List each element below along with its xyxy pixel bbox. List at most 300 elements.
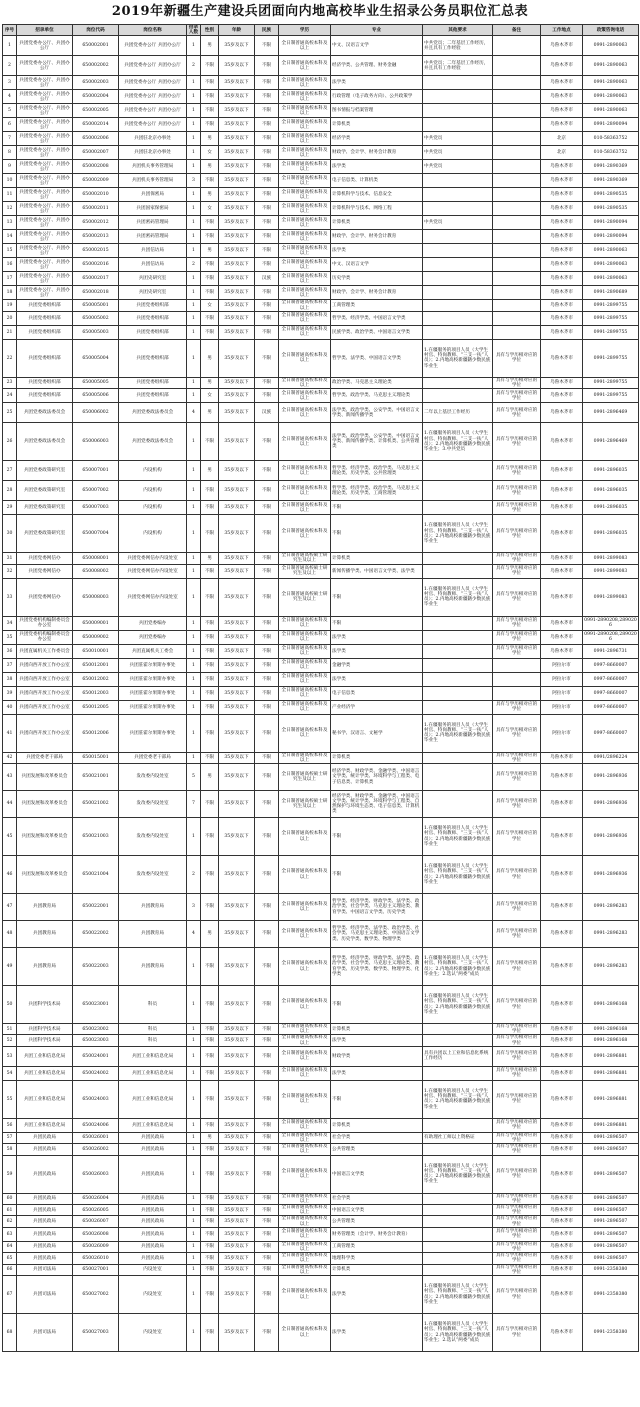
table-cell bbox=[423, 1144, 493, 1155]
table-cell: 650026002 bbox=[73, 1144, 119, 1155]
table-cell: 0991-2890063 bbox=[583, 258, 639, 272]
table-cell: 650005004 bbox=[73, 339, 119, 377]
table-cell: 不限 bbox=[201, 1253, 219, 1264]
table-cell: 60 bbox=[3, 1193, 17, 1204]
table-cell: 4 bbox=[187, 921, 201, 948]
table-cell bbox=[423, 921, 493, 948]
table-cell: 兵团党委办公厅、兵团办公厅 bbox=[17, 146, 73, 160]
table-cell: 不限 bbox=[255, 118, 279, 132]
table-cell: 女 bbox=[201, 389, 219, 403]
table-cell: 计算机类 bbox=[331, 216, 423, 230]
table-cell: 乌鲁木齐市 bbox=[541, 894, 583, 921]
table-cell: 1.在疆服务的项目人员（大学生村官、特岗教师、“三支一扶”人员）；2.内地高校新疆籍少数民族毕业生 bbox=[423, 515, 493, 553]
table-cell: 不限 bbox=[201, 230, 219, 244]
table-cell: 乌鲁木齐市 bbox=[541, 389, 583, 403]
table-row bbox=[3, 1227, 639, 1241]
table-cell: 经济学类、公共管理、财务金融 bbox=[331, 56, 423, 76]
table-cell: 0991-2890094 bbox=[583, 230, 639, 244]
table-cell: 57 bbox=[3, 1132, 17, 1143]
table-cell: 0991-2896507 bbox=[583, 1132, 639, 1143]
table-cell: 社会学类 bbox=[331, 1193, 423, 1204]
table-cell: 全日制普通高校硕士研究生及以上 bbox=[279, 764, 331, 791]
table-cell: 不限 bbox=[255, 1144, 279, 1155]
table-cell: 35岁及以下 bbox=[219, 1253, 255, 1264]
table-cell: 全日制普通高校本科及以上 bbox=[279, 1024, 331, 1035]
table-row bbox=[3, 1035, 639, 1046]
table-cell: 兵团党委机构编制委员会办公室 bbox=[17, 630, 73, 644]
table-cell: 不限 bbox=[255, 856, 279, 894]
table-cell: 兵团党委政策研究室 bbox=[17, 461, 73, 481]
table-cell: 兵团党委组织部 bbox=[119, 311, 187, 325]
table-cell bbox=[493, 658, 541, 672]
table-cell: 0991-2896881 bbox=[583, 1046, 639, 1066]
table-cell: 兵团驻霍尔果斯办事处 bbox=[119, 700, 187, 714]
table-cell: 650012003 bbox=[73, 686, 119, 700]
table-cell: 乌鲁木齐市 bbox=[541, 1118, 583, 1132]
table-cell: 财政学、会计学、财务会计教育 bbox=[331, 286, 423, 300]
table-cell: 计算机科学与技术、网络工程 bbox=[331, 202, 423, 216]
table-cell: 具有与学历相对应的学位 bbox=[493, 764, 541, 791]
table-cell bbox=[423, 461, 493, 481]
table-cell bbox=[493, 230, 541, 244]
table-cell bbox=[423, 272, 493, 286]
table-cell: 0991-2896283 bbox=[583, 921, 639, 948]
table-cell: 全日制普通高校本科及以上 bbox=[279, 986, 331, 1024]
table-cell: 全日制普通高校本科及以上 bbox=[279, 90, 331, 104]
table-cell: 27 bbox=[3, 461, 17, 481]
table-cell: 不限 bbox=[255, 948, 279, 986]
table-cell: 法学类 bbox=[331, 160, 423, 174]
table-cell: 65 bbox=[3, 1253, 17, 1264]
table-cell: 兵团向西开放工作办公室 bbox=[17, 714, 73, 752]
table-cell: 兵团民政局 bbox=[119, 1144, 187, 1155]
table-cell: 0991-2890063 bbox=[583, 56, 639, 76]
table-cell: 35岁及以下 bbox=[219, 90, 255, 104]
table-cell: 50 bbox=[3, 986, 17, 1024]
table-cell: 35岁及以下 bbox=[219, 791, 255, 818]
table-row bbox=[3, 1264, 639, 1275]
table-cell: 全日制普通高校本科及以上 bbox=[279, 339, 331, 377]
table-cell: 兵团科学技术局 bbox=[17, 986, 73, 1024]
table-cell: 0991-2896881 bbox=[583, 1066, 639, 1080]
table-cell: 35岁及以下 bbox=[219, 894, 255, 921]
table-cell: 乌鲁木齐市 bbox=[541, 188, 583, 202]
table-cell: 0991-2890063 bbox=[583, 244, 639, 258]
table-cell: 0991-2899755 bbox=[583, 377, 639, 388]
table-cell: 1 bbox=[187, 230, 201, 244]
table-cell: 中国语言文学类 bbox=[331, 1155, 423, 1193]
table-cell bbox=[493, 104, 541, 118]
table-cell: 1.在疆服务的项目人员（大学生村官、特岗教师、“三支一扶”人员）；2.内地高校新疆籍少数民族毕业生 bbox=[423, 339, 493, 377]
table-cell: 中共党员；二年基层工作经历，并且具有工作经验 bbox=[423, 36, 493, 56]
table-cell: 650002008 bbox=[73, 160, 119, 174]
table-cell: 哲学类、经济学类、财政学类、法学类、政治学类、社会学类、马克思主义理论类、教育学类、历史学类、数学类、物理学类、化学类 bbox=[331, 948, 423, 986]
table-cell: 650023003 bbox=[73, 1035, 119, 1046]
table-cell: 兵团党委办公厅 兵团办公厅 bbox=[119, 104, 187, 118]
table-cell: 4 bbox=[187, 403, 201, 423]
table-cell: 35岁及以下 bbox=[219, 76, 255, 90]
table-cell: 不限 bbox=[255, 700, 279, 714]
table-cell: 全日制普通高校本科及以上 bbox=[279, 644, 331, 658]
table-cell: 具有与学历相对应的学位 bbox=[493, 1241, 541, 1252]
table-cell: 全日制普通高校硕士研究生及以上 bbox=[279, 791, 331, 818]
table-cell bbox=[493, 672, 541, 686]
table-cell: 不限 bbox=[255, 76, 279, 90]
table-cell: 全日制普通高校硕士研究生及以上 bbox=[279, 578, 331, 616]
table-cell: 1.在疆服务的项目人员（大学生村官、特岗教师、“三支一扶”人员）；2.内地高校新疆籍少数民族毕业生 bbox=[423, 1276, 493, 1314]
table-row bbox=[3, 630, 639, 644]
table-cell: 乌鲁木齐市 bbox=[541, 300, 583, 311]
table-cell: 乌鲁木齐市 bbox=[541, 1080, 583, 1118]
table-cell: 乌鲁木齐市 bbox=[541, 1205, 583, 1216]
table-cell: 乌鲁木齐市 bbox=[541, 160, 583, 174]
table-cell: 35岁及以下 bbox=[219, 686, 255, 700]
table-cell: 全日制普通高校本科及以上 bbox=[279, 174, 331, 188]
table-cell: 650002003 bbox=[73, 76, 119, 90]
table-cell: 不限 bbox=[201, 56, 219, 76]
table-cell: 不限 bbox=[255, 764, 279, 791]
table-cell: 女 bbox=[201, 146, 219, 160]
table-cell: 科员 bbox=[119, 1035, 187, 1046]
table-cell bbox=[493, 258, 541, 272]
table-cell: 不限 bbox=[255, 1024, 279, 1035]
table-cell: 兵团党委办公厅 兵团办公厅 bbox=[119, 36, 187, 56]
table-cell: 具有与学历相对应的学位 bbox=[493, 1066, 541, 1080]
table-cell: 0991-2896507 bbox=[583, 1227, 639, 1241]
table-cell: 0997-8660007 bbox=[583, 672, 639, 686]
table-cell bbox=[423, 630, 493, 644]
table-cell: 阿拉尔市 bbox=[541, 700, 583, 714]
table-cell: 1 bbox=[187, 948, 201, 986]
table-cell: 阿拉尔市 bbox=[541, 658, 583, 672]
table-cell: 乌鲁木齐市 bbox=[541, 515, 583, 553]
table-row bbox=[3, 300, 639, 311]
table-cell: 不限 bbox=[255, 230, 279, 244]
table-cell: 具有与学历相对应的学位 bbox=[493, 856, 541, 894]
table-cell: 具有与学历相对应的学位 bbox=[493, 1216, 541, 1227]
table-cell bbox=[493, 36, 541, 56]
table-cell: 电子信息类 bbox=[331, 686, 423, 700]
table-cell: 35岁及以下 bbox=[219, 258, 255, 272]
table-cell: 兵团民政局 bbox=[17, 1253, 73, 1264]
table-cell: 具有与学历相对应的学位 bbox=[493, 578, 541, 616]
table-cell: 不限 bbox=[255, 90, 279, 104]
table-cell bbox=[423, 672, 493, 686]
table-row bbox=[3, 791, 639, 818]
page-title: 2019年新疆生产建设兵团面向内地高校毕业生招录公务员职位汇总表 bbox=[111, 4, 529, 19]
table-cell: 650008001 bbox=[73, 553, 119, 564]
table-cell: 650024003 bbox=[73, 1080, 119, 1118]
table-cell: 650026004 bbox=[73, 1193, 119, 1204]
table-cell: 63 bbox=[3, 1227, 17, 1241]
table-cell: 兵团民政局 bbox=[17, 1155, 73, 1193]
table-cell: 具有与学历相对应的学位 bbox=[493, 791, 541, 818]
table-cell: 20 bbox=[3, 311, 17, 325]
table-cell: 0997-8660007 bbox=[583, 714, 639, 752]
table-cell: 乌鲁木齐市 bbox=[541, 1227, 583, 1241]
table-cell: 不限 bbox=[201, 515, 219, 553]
table-cell: 不限 bbox=[255, 1080, 279, 1118]
table-cell: 不限 bbox=[201, 752, 219, 763]
table-cell: 乌鲁木齐市 bbox=[541, 174, 583, 188]
table-cell: 产业经济学 bbox=[331, 700, 423, 714]
table-cell: 不限 bbox=[201, 986, 219, 1024]
table-cell: 不限 bbox=[201, 1066, 219, 1080]
table-cell: 0991-2890094 bbox=[583, 118, 639, 132]
table-cell bbox=[423, 1118, 493, 1132]
table-cell: 财政学、会计学、财务会计教育 bbox=[331, 230, 423, 244]
table-cell: 0991-2890208,2890206 bbox=[584, 631, 637, 643]
table-cell: 兵团工业和信息化局 bbox=[119, 1046, 187, 1066]
table-cell: 0991-2899755 bbox=[583, 325, 639, 339]
table-cell: 1 bbox=[187, 515, 201, 553]
table-cell: 兵团民政局 bbox=[17, 1193, 73, 1204]
table-cell: 650023002 bbox=[73, 1024, 119, 1035]
table-cell bbox=[423, 244, 493, 258]
table-cell: 不限 bbox=[255, 1118, 279, 1132]
table-cell: 兵团党委政策研究室 bbox=[17, 481, 73, 501]
table-row bbox=[3, 1253, 639, 1264]
table-cell: 全日制普通高校本科及以上 bbox=[279, 714, 331, 752]
table-cell: 乌鲁木齐市 bbox=[541, 1216, 583, 1227]
table-cell: 1 bbox=[187, 244, 201, 258]
table-cell: 不限 bbox=[201, 1314, 219, 1352]
table-cell: 650021001 bbox=[73, 764, 119, 791]
table-cell: 35岁及以下 bbox=[219, 230, 255, 244]
table-cell: 具有与学历相对应的学位 bbox=[493, 461, 541, 481]
table-cell: 乌鲁木齐市 bbox=[541, 311, 583, 325]
table-cell: 1 bbox=[187, 578, 201, 616]
table-cell: 1 bbox=[187, 377, 201, 388]
table-cell: 全日制普通高校本科及以上 bbox=[279, 686, 331, 700]
table-cell: 21 bbox=[3, 325, 17, 339]
table-cell: 男 bbox=[201, 339, 219, 377]
table-cell: 不限 bbox=[255, 1227, 279, 1241]
table-cell: 男 bbox=[201, 244, 219, 258]
table-cell bbox=[423, 1205, 493, 1216]
table-cell: 0997-8660007 bbox=[583, 700, 639, 714]
table-cell: 乌鲁木齐市 bbox=[541, 1155, 583, 1193]
table-cell: 乌鲁木齐市 bbox=[541, 423, 583, 461]
table-cell bbox=[423, 1216, 493, 1227]
table-cell: 具有与学历相对应的学位 bbox=[493, 752, 541, 763]
table-cell: 650005002 bbox=[73, 311, 119, 325]
table-cell: 不限 bbox=[201, 564, 219, 578]
table-cell: 40 bbox=[3, 700, 17, 714]
table-cell bbox=[423, 658, 493, 672]
table-cell: 图书情报与档案管理 bbox=[331, 104, 423, 118]
table-row bbox=[3, 216, 639, 230]
table-cell: 不限 bbox=[255, 1066, 279, 1080]
table-row bbox=[3, 244, 639, 258]
table-row bbox=[3, 1118, 639, 1132]
table-cell: 35岁及以下 bbox=[219, 616, 255, 630]
table-cell: 0991-2896507 bbox=[583, 1193, 639, 1204]
table-cell: 不限 bbox=[255, 377, 279, 388]
table-cell bbox=[423, 764, 493, 791]
table-cell: 35岁及以下 bbox=[219, 658, 255, 672]
table-cell: 乌鲁木齐市 bbox=[541, 90, 583, 104]
table-cell: 兵团科学技术局 bbox=[17, 1035, 73, 1046]
table-cell: 62 bbox=[3, 1216, 17, 1227]
table-cell: 兵团党委办公厅、兵团办公厅 bbox=[17, 160, 73, 174]
table-cell: 不限 bbox=[201, 1241, 219, 1252]
table-cell: 具有与学历相对应的学位 bbox=[493, 986, 541, 1024]
table-cell: 不限 bbox=[201, 948, 219, 986]
table-cell: 0991-2890063 bbox=[583, 90, 639, 104]
table-cell: 不限 bbox=[255, 146, 279, 160]
table-cell: 1 bbox=[187, 423, 201, 461]
table-cell: 35岁及以下 bbox=[219, 986, 255, 1024]
table-cell: 1.在疆服务的项目人员（大学生村官、特岗教师、“三支一扶”人员）；2.内地高校新疆籍少数民族毕业生；2.选认“两委”成员 bbox=[423, 1314, 493, 1352]
table-cell: 男 bbox=[201, 764, 219, 791]
table-cell: 全日制普通高校本科及以上 bbox=[279, 1118, 331, 1132]
table-cell bbox=[423, 752, 493, 763]
table-cell: 具有兵团以上工业和信息化系统工作经历 bbox=[423, 1046, 493, 1066]
table-cell: 650024002 bbox=[73, 1066, 119, 1080]
table-cell: 35岁及以下 bbox=[219, 1241, 255, 1252]
table-cell: 1 bbox=[187, 818, 201, 856]
table-cell bbox=[493, 286, 541, 300]
table-cell: 1.在疆服务的项目人员（大学生村官、特岗教师、“三支一扶”人员）；2.内地高校新疆籍少数民族毕业生 bbox=[423, 714, 493, 752]
table-cell: 35岁及以下 bbox=[219, 1264, 255, 1275]
table-cell: 兵团党委网信办内设处室 bbox=[119, 564, 187, 578]
table-row bbox=[3, 1205, 639, 1216]
table-cell: 具有与学历相对应的学位 bbox=[493, 553, 541, 564]
table-row bbox=[3, 578, 639, 616]
table-cell: 兵团党委网信办内设处室 bbox=[119, 578, 187, 616]
table-cell: 53 bbox=[3, 1046, 17, 1066]
table-row bbox=[3, 714, 639, 752]
table-cell: 兵团教育局 bbox=[119, 921, 187, 948]
table-cell: 1 bbox=[187, 286, 201, 300]
table-cell: 法学类 bbox=[331, 1035, 423, 1046]
table-cell: 0991-2896507 bbox=[583, 1144, 639, 1155]
table-cell: 乌鲁木齐市 bbox=[541, 1253, 583, 1264]
table-cell: 阿拉尔市 bbox=[541, 714, 583, 752]
table-cell: 全日制普通高校本科及以上 bbox=[279, 311, 331, 325]
table-cell: 不限 bbox=[255, 481, 279, 501]
table-cell: 具有与学历相对应的学位 bbox=[493, 948, 541, 986]
table-cell: 全日制普通高校本科及以上 bbox=[279, 1046, 331, 1066]
table-row bbox=[3, 986, 639, 1024]
table-cell bbox=[423, 564, 493, 578]
table-cell: 33 bbox=[3, 578, 17, 616]
table-cell: 兵团党委办公厅、兵团办公厅 bbox=[17, 76, 73, 90]
table-cell: 不限 bbox=[255, 564, 279, 578]
table-cell: 乌鲁木齐市 bbox=[541, 616, 583, 630]
table-cell: 0991-2890063 bbox=[583, 76, 639, 90]
job-table bbox=[2, 24, 639, 1352]
table-cell: 不限 bbox=[201, 1205, 219, 1216]
table-cell: 具有与学历相对应的学位 bbox=[493, 1118, 541, 1132]
table-row bbox=[3, 1241, 639, 1252]
table-cell: 法学类、政治学类、公安学类、中国语言文学类、新闻传播学类、计算机类、公共管理类 bbox=[331, 423, 423, 461]
table-cell: 财务管理类（会计学、财务会计教育） bbox=[331, 1227, 423, 1241]
table-cell: 3 bbox=[3, 76, 17, 90]
table-cell: 男 bbox=[201, 377, 219, 388]
table-cell: 具有与学历相对应的学位 bbox=[493, 1227, 541, 1241]
table-cell: 650006003 bbox=[73, 423, 119, 461]
table-cell: 4 bbox=[3, 90, 17, 104]
table-cell: 财政学类 bbox=[331, 1046, 423, 1066]
table-cell bbox=[423, 230, 493, 244]
table-row bbox=[3, 311, 639, 325]
table-cell: 1.在疆服务的项目人员（大学生村官、特岗教师、“三支一扶”人员）；2.内地高校新疆籍少数民族毕业生；2.选认“两委”成员 bbox=[423, 948, 493, 986]
table-cell bbox=[493, 76, 541, 90]
table-cell: 中国语言文学类 bbox=[331, 1205, 423, 1216]
table-cell: 2 bbox=[3, 56, 17, 76]
table-cell: 不限 bbox=[255, 515, 279, 553]
table-cell: 1 bbox=[187, 1216, 201, 1227]
table-row bbox=[3, 423, 639, 461]
table-cell: 兵团党委网信办内设处室 bbox=[119, 553, 187, 564]
table-cell: 0991-2899755 bbox=[583, 311, 639, 325]
table-cell: 不限 bbox=[201, 1264, 219, 1275]
table-cell: 1 bbox=[187, 1314, 201, 1352]
table-row bbox=[3, 481, 639, 501]
table-cell: 男 bbox=[201, 1132, 219, 1143]
table-cell: 兵团驻霍尔果斯办事处 bbox=[119, 658, 187, 672]
table-cell: 1 bbox=[187, 36, 201, 56]
table-row bbox=[3, 104, 639, 118]
table-cell: 兵团党委办公厅、兵团办公厅 bbox=[17, 202, 73, 216]
table-cell: 具有与学历相对应的学位 bbox=[493, 616, 541, 630]
table-cell bbox=[423, 481, 493, 501]
table-cell: 0991-2896731 bbox=[583, 644, 639, 658]
table-cell: 1 bbox=[187, 90, 201, 104]
table-cell: 35岁及以下 bbox=[219, 1193, 255, 1204]
table-cell: 0991-2358380 bbox=[583, 1276, 639, 1314]
table-cell: 兵团党委办公厅 兵团办公厅 bbox=[119, 90, 187, 104]
table-cell: 1 bbox=[187, 1155, 201, 1193]
table-cell: 具有与学历相对应的学位 bbox=[493, 515, 541, 553]
table-cell: 兵团向西开放工作办公室 bbox=[17, 672, 73, 686]
table-cell: 乌鲁木齐市 bbox=[541, 764, 583, 791]
table-cell: 全日制普通高校本科及以上 bbox=[279, 1276, 331, 1314]
table-cell: 乌鲁木齐市 bbox=[541, 339, 583, 377]
table-cell: 兵团司法局 bbox=[17, 1314, 73, 1352]
table-cell: 全日制普通高校本科及以上 bbox=[279, 515, 331, 553]
table-cell: 全日制普通高校本科及以上 bbox=[279, 672, 331, 686]
table-cell: 兵团直属机关工作委员会 bbox=[17, 644, 73, 658]
table-cell: 1 bbox=[187, 1035, 201, 1046]
table-cell: 650002004 bbox=[73, 90, 119, 104]
table-cell: 1 bbox=[187, 752, 201, 763]
table-cell: 不限 bbox=[201, 1024, 219, 1035]
table-row bbox=[3, 644, 639, 658]
table-cell bbox=[423, 118, 493, 132]
table-cell: 47 bbox=[3, 894, 17, 921]
table-cell: 1 bbox=[187, 986, 201, 1024]
column-header: 招录单位 bbox=[17, 25, 73, 36]
table-cell: 兵团党委组织部 bbox=[17, 300, 73, 311]
table-cell: 650012002 bbox=[73, 672, 119, 686]
table-cell: 具有与学历相对应的学位 bbox=[493, 1080, 541, 1118]
table-cell: 49 bbox=[3, 948, 17, 986]
table-cell: 34 bbox=[3, 616, 17, 630]
table-cell: 兵团民政局 bbox=[119, 1193, 187, 1204]
table-cell: 兵团党委政法委员会 bbox=[17, 403, 73, 423]
table-cell: 0991-2899755 bbox=[583, 389, 639, 403]
table-cell: 内设处室 bbox=[119, 1314, 187, 1352]
table-cell: 法学类、政治学类、公安学类、中国语言文学类、新闻传播学类 bbox=[331, 403, 423, 423]
table-header-row bbox=[3, 25, 639, 36]
table-cell: 不限 bbox=[255, 36, 279, 56]
table-cell: 阿拉尔市 bbox=[541, 672, 583, 686]
table-cell: 哲学类、法学类、中国语言文学类 bbox=[331, 339, 423, 377]
table-cell: 0997-8660007 bbox=[583, 658, 639, 672]
